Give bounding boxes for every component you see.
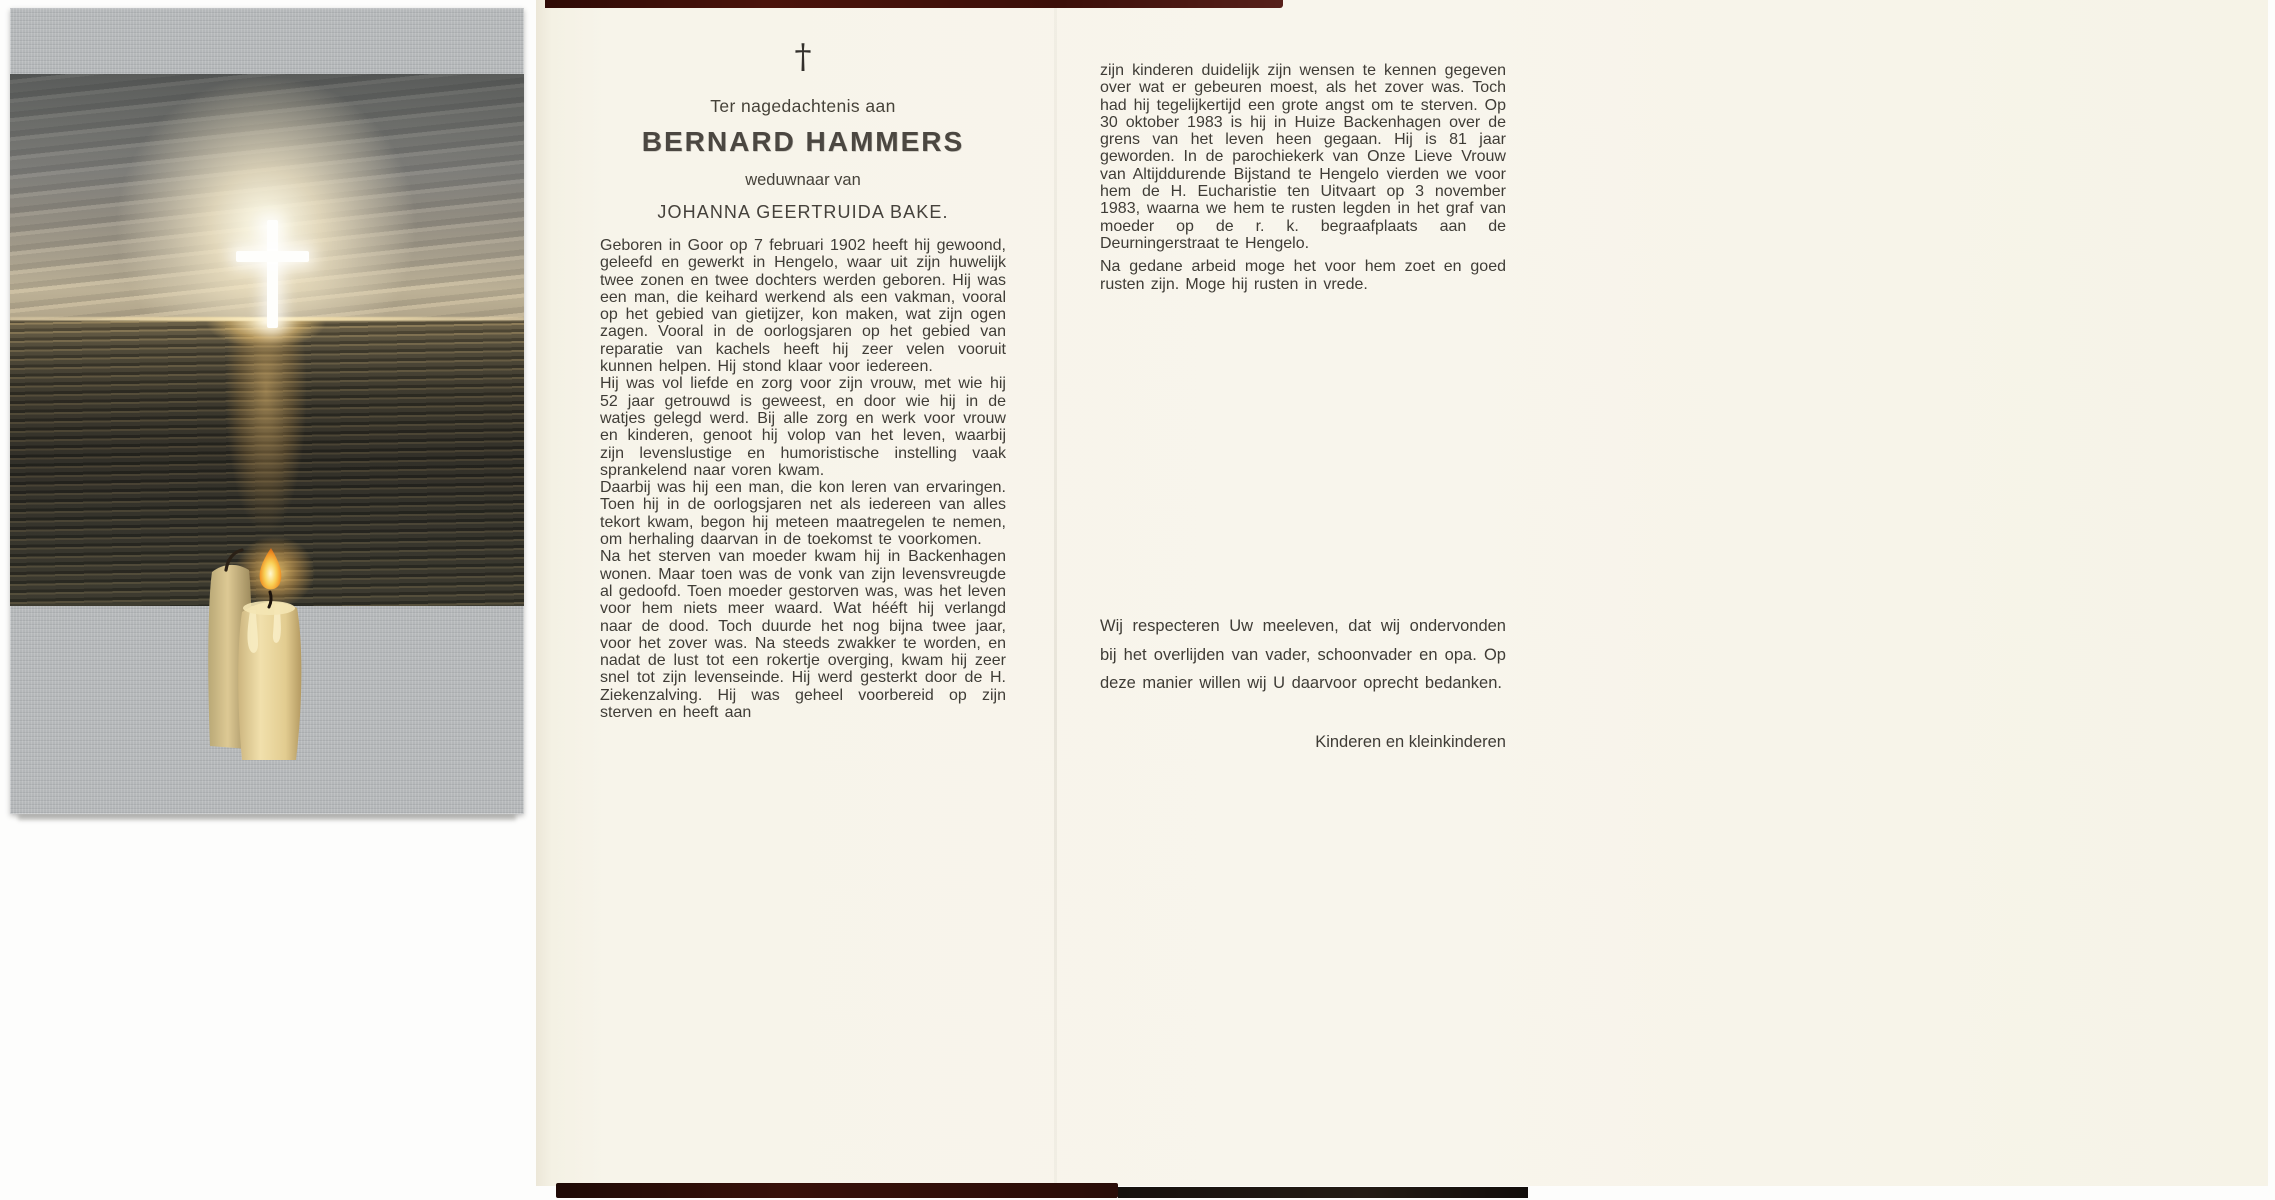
scan-edge-bottom-right <box>1118 1187 1528 1198</box>
signature-line: Kinderen en kleinkinderen <box>1315 733 1506 751</box>
deceased-name: BERNARD HAMMERS <box>641 126 965 157</box>
photo-panel <box>10 8 524 814</box>
paragraph: Geboren in Goor op 7 februari 1902 heeft hij gewoond, geleefd en gewerkt in Hengelo, waar uit zijn huwelijk twee zonen en twee dochters werden geboren. Hij was een man, die keihard werkend als een vakman, vooral op het gebied van gietijzer, kon maken, wat zijn ogen zagen. Vooral in de oorlogsjaren op het gebied van reparatie van kachels heeft hij zeer velen vooruit kunnen helpen. Hij stond klaar voor iedereen. <box>600 237 1006 376</box>
paragraph: Hij was vol liefde en zorg voor zijn vrouw, met wie hij 52 jaar getrouwd is geweest, en door wie hij in de watjes gelegd werd. Bij alle zorg en werk voor vrouw en kinderen, genoot hij volop van het leven, waarbij zijn levenslustige en humoristische instelling vaak sprankelend naar voren kwam. <box>600 375 1006 479</box>
front-candle <box>238 602 301 760</box>
memorial-column-2 <box>1100 62 1506 293</box>
acknowledgement-text: Wij respecteren Uw meeleven, dat wij ondervonden bij het overlijden van vader, schoonvader en opa. Op deze manier willen wij U daarvoor oprecht bedanken. <box>1100 617 1506 692</box>
spouse-name: JOHANNA GEERTRUIDA BAKE. <box>657 202 949 222</box>
dagger-cross-icon: † <box>794 37 812 77</box>
paragraph: zijn kinderen duidelijk zijn wensen te kennen gegeven over wat er gebeuren moest, als het zover was. Toch had hij tegelijkertijd een grote angst om te sterven. Op 30 oktober 1983 is hij in Huize Backenhagen over de grens van het leven heen gegaan. Hij is 81 jaar geworden. In de parochiekerk van Onze Lieve Vrouw van Altijddurende Bijstand te Hengelo vierden we voor hem de H. Eucharistie ten Uitvaart op 3 november 1983, waarna we hem te rusten legden in het graf van moeder op de r. k. begraafplaats aan de Deurningerstraat te Hengelo. <box>1100 62 1506 252</box>
paragraph: Na gedane arbeid moge het voor hem zoet en goed rusten zijn. Moge hij rusten in vrede. <box>1100 258 1506 293</box>
candle-icon <box>182 530 332 770</box>
page-fold <box>1054 0 1057 1186</box>
paragraph: Na het sterven van moeder kwam hij in Backenhagen wonen. Maar toen was de vonk van zijn levensvreugde al gedoofd. Toen moeder gestorven was, was het leven voor hem niets meer waard. Wat hééft hij verlangd naar de dood. Toch duurde het nog bijna twee jaar, voor het zover was. Na steeds zwakker te worden, en nadat de lust tot een rokertje overging, kwam hij zeer snel tot zijn levenseinde. Hij werd gesterkt door de H. Ziekenzalving. Hij was geheel voorbereid op zijn sterven en heeft aan <box>600 548 1006 722</box>
seascape-photo <box>10 74 524 606</box>
cross-icon <box>236 251 309 262</box>
scan-edge-bottom-left <box>556 1183 1118 1198</box>
cross-icon <box>267 220 278 328</box>
biography-text <box>600 237 1006 721</box>
dedication-line: Ter nagedachtenis aan <box>710 96 896 116</box>
photo-card-shadow <box>18 814 516 820</box>
scan-edge-top <box>545 0 1283 8</box>
relation-line: weduwnaar van <box>745 171 861 189</box>
paragraph: Daarbij was hij een man, die kon leren van ervaringen. Toen hij in de oorlogsjaren net als iedereen van alles tekort kwam, begon hij meteen maatregelen te nemen, om herhaling daarvan in de toekomst te voorkomen. <box>600 479 1006 549</box>
memorial-column-1 <box>600 37 1006 722</box>
